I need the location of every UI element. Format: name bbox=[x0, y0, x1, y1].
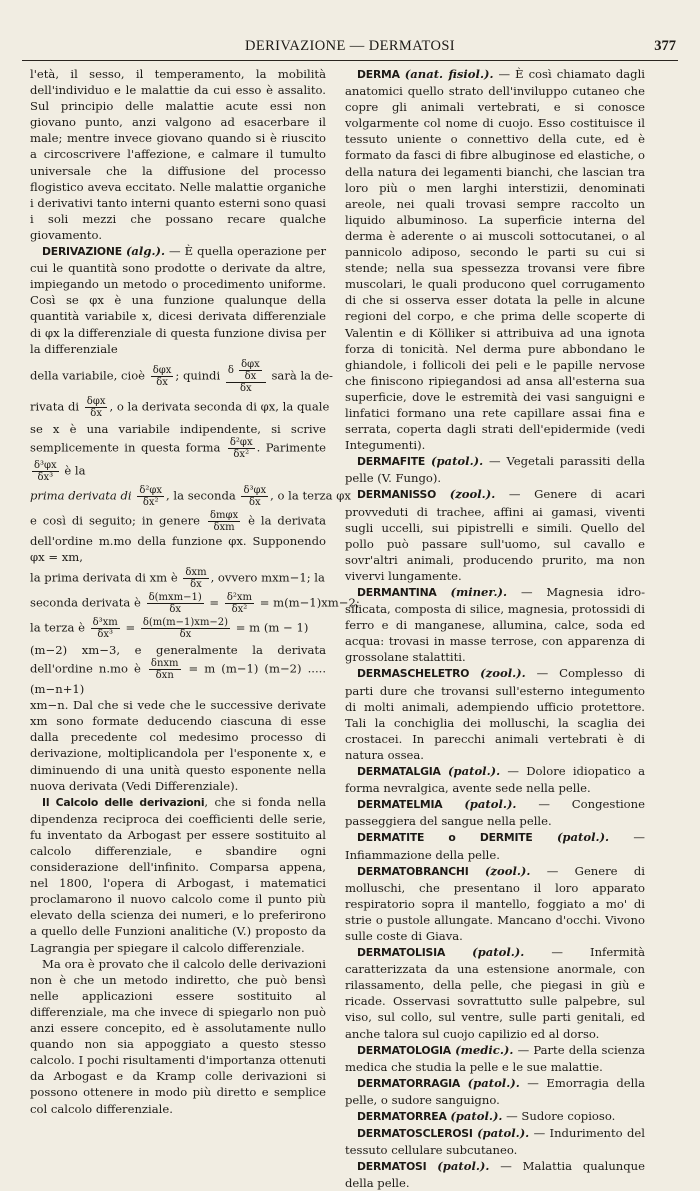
header-rule bbox=[22, 60, 678, 61]
fraction-den: δx³ bbox=[37, 471, 54, 483]
formula-text: (m−2) xm−3, e generalmente la derivata dell'ordine n.mo è bbox=[30, 642, 326, 676]
entry-text: — Infermità caratterizzata da una estensione anormale, con rilassamento, della pelle, che piegasi in giù e ricade. Osservasi sovrattutto sulle palpebre, sul viso, sul collo, sul ventre, sulle parti genitali, ed anche talora sul cuojo capilizio ed al dorso. bbox=[345, 945, 645, 1041]
formula-text: , o la derivata seconda di φx, la quale bbox=[109, 399, 330, 414]
fraction bbox=[85, 396, 108, 419]
fraction bbox=[183, 567, 208, 590]
entry-dermatorrea bbox=[345, 1108, 645, 1125]
entry-abbrev: (patol.). bbox=[556, 830, 610, 845]
left-column bbox=[30, 66, 360, 1117]
formula-text: se x è una variabile indipendente, si scrive semplicemente in questa forma bbox=[30, 421, 326, 455]
fraction-den: δx bbox=[240, 382, 252, 394]
formula-text: rivata di bbox=[30, 399, 80, 414]
entry-headword: DERMATORREA bbox=[357, 1110, 447, 1123]
right-column bbox=[345, 66, 645, 1191]
fraction bbox=[141, 617, 230, 640]
fraction bbox=[147, 592, 204, 615]
fraction-den: δx bbox=[90, 407, 102, 419]
fraction-num: δφx bbox=[152, 364, 172, 376]
fraction bbox=[91, 617, 120, 640]
fraction-den: δx bbox=[156, 376, 168, 388]
fraction bbox=[225, 592, 254, 615]
entry-text: — Indurimento del tessuto cellulare subcutaneo. bbox=[345, 1126, 645, 1158]
formula-line bbox=[30, 642, 326, 697]
fraction bbox=[226, 359, 266, 394]
entry-dermatite bbox=[345, 829, 645, 862]
formula-text: seconda derivata è bbox=[30, 595, 141, 610]
entry-headword: DERMATOBRANCHI bbox=[357, 864, 469, 878]
entry-dermatobranchi bbox=[345, 863, 645, 944]
entry-headword: DERMANTINA bbox=[357, 586, 437, 599]
running-header bbox=[22, 38, 678, 58]
formula-text: è la bbox=[64, 463, 86, 478]
entry-abbrev: (medic.). bbox=[455, 1042, 514, 1057]
entry-text: — Complesso di parti dure che trovansi sull'esterno integumento di molti animali, adempiendo ufficio protettore. Tali la conchiglia dei molluschi, la scaglia dei crostacei. In parecchi animali vertebrati è di natura ossea. bbox=[345, 666, 645, 762]
fraction-den: δx bbox=[169, 603, 181, 615]
formula-text: sarà la de- bbox=[271, 368, 333, 383]
entry-abbrev: (patol.). bbox=[447, 764, 501, 779]
fraction-den: δx² bbox=[231, 603, 248, 615]
entry-text: — Magnesia idro-silicata, composta di silice, magnesia, protossidi di ferro e di manganese, allumina, calce, soda ed acqua: trovasi in masse terrose, con apparenza di grossolane stalattiti. bbox=[345, 585, 646, 665]
entry-headword: DERMANISSO bbox=[357, 488, 437, 502]
formula-text: , o la terza φx bbox=[270, 488, 351, 503]
formula-text: ; quindi bbox=[175, 368, 221, 383]
fraction-den: δx bbox=[190, 578, 202, 590]
entry-dermatosclerosi bbox=[345, 1125, 645, 1158]
paragraph: Ma ora è provato che il calcolo delle derivazioni non è che un metodo indiretto, che può bensì nelle applicazioni essere sostituito al differenziale, ma che invece di spiegarlo non può anzi essere concepito, ed è assolutamente nullo quando non sia appoggiato a questo stesso calcolo. I pochi risultamenti d'importanza ottenuti da Arbogast e da Kramp colle derivazioni si possono ottenere in modo più diretto e semplice col calcolo differenziale. bbox=[30, 956, 326, 1116]
formula-line: seconda derivata è $\frac{\text{δ(mxm−1)}}{\delta x}$ = $\frac{\text{δ²xm}}{\text{δx²}}$ = m(m−1)xm−2; bbox=[30, 591, 360, 615]
entry-headword: DERMAFITE bbox=[357, 455, 426, 469]
formula-line bbox=[30, 395, 330, 419]
fraction bbox=[137, 485, 164, 508]
entry-abbrev: (patol.). bbox=[464, 797, 517, 812]
fraction-den: δx² bbox=[142, 496, 159, 508]
entry-text: — Congestione passeggiera del sangue nella pelle. bbox=[345, 797, 645, 829]
entry-dermatalgia bbox=[345, 763, 645, 796]
entry-derma bbox=[345, 66, 645, 453]
entry-text: — Genere di molluschi, che presentano il loro apparato respiratorio sopra il mantello, foggiato a mo' di strie o pustole allungate. Mancano d'occhi. Vivono sulle coste di Giava. bbox=[345, 863, 646, 943]
entry-abbrev: (patol.). bbox=[472, 945, 525, 960]
formula-line bbox=[30, 421, 326, 483]
fraction-den: δx³ bbox=[97, 628, 114, 640]
fraction-num: δ³φx bbox=[243, 484, 267, 496]
entry-headword: DERMATORRAGIA bbox=[357, 1076, 461, 1090]
entry-headword: DERMA bbox=[357, 68, 400, 81]
formula-line: la terza è $\frac{\text{δ³xm}}{\text{δx³}}$ = $\frac{\delta(m(m-1)xm-2)}{\delta x}$ = m (m − 1) bbox=[30, 616, 309, 640]
paragraph bbox=[30, 794, 326, 956]
entry-headword: DERMATOLOGIA bbox=[357, 1043, 451, 1057]
fraction bbox=[228, 437, 255, 460]
formula-text: , ovvero mxm−1; la bbox=[210, 570, 325, 585]
entry-headword: DERMATOSCLEROSI bbox=[357, 1127, 473, 1141]
fraction bbox=[151, 365, 174, 388]
formula-text: = m (m − 1) bbox=[235, 620, 309, 635]
fraction-num: δmφx bbox=[209, 509, 239, 521]
fraction bbox=[208, 510, 240, 533]
fraction bbox=[239, 359, 262, 382]
running-title: DERIVAZIONE — DERMATOSI bbox=[244, 38, 456, 54]
entry-text: — È così chiamato dagli anatomici quello strato dell'inviluppo cutaneo che copre gli animali vertebrati, e si conosce volgarmente col nome di cuojo. Esso costituisce il tessuto uniente o connettivo della cute, ed è formato da fasci di fibre albuginose ed elastiche, o della natura dei legamenti bianchi, che lascian tra loro più o men larghi interstizii, denominati areole, nei quali trovasi sempre raccolto un liquido albuminoso. La superficie interna del derma è aderente o ai muscoli sottocutanei, o al pannicolo adiposo, secondo le parti su cui si stende; nella sua spessezza trovansi vere fibre muscolari, le quali producono quel corrugamento di che si osserva esser dotata la pelle in alcune regioni del corpo, e che prima delle scoperte di Valentin e di Kölliker si attribuiva ad una ignota forza di tonicità. Nel derma pure abbondano le ghiandole, i follicoli dei peli e le papille nervose che finiscono ripiegandosi ad ansa all'esterna sua superficie, dove le estremità dei vasi sanguigni e linfatici formano una rete capillare assai fina e serrata, coperta dagli strati dell'epidermide (vedi Integumenti). bbox=[345, 67, 645, 453]
entry-text: — Infiammazione della pelle. bbox=[345, 830, 646, 862]
formula-line bbox=[30, 567, 326, 590]
fraction-num: δ²φx bbox=[139, 484, 163, 496]
fraction bbox=[149, 658, 181, 681]
fraction-den: δx bbox=[248, 496, 261, 508]
entry-abbrev: (miner.). bbox=[450, 585, 508, 599]
entry-headword: DERMATOLISIA bbox=[357, 946, 446, 960]
entry-headword: DERMATELMIA bbox=[357, 798, 443, 812]
formula-line bbox=[30, 510, 326, 565]
entry-text: , che si fonda nella dipendenza reciproca dei coefficienti delle serie, fu inventato da Arbogast per essere sostituito al calcolo differenziale, e sbandire ogni considerazione dell'infinito. Comparsa appena, nel 1800, l'opera di Arbogast, i matematici proclamarono il nuovo calcolo come il punto più elevato della scienza dei numeri, e lo preferirono a quello delle Funzioni analitiche (V.) proposto da Lagrangia per spiegare il calcolo differenziale. bbox=[30, 794, 326, 955]
entry-headword: Il Calcolo delle derivazioni bbox=[42, 795, 205, 809]
formula-text: . Parimente bbox=[256, 440, 327, 455]
fraction-num: δnxm bbox=[150, 658, 179, 670]
entry-dermafite bbox=[345, 453, 645, 486]
entry-dermantina bbox=[345, 584, 645, 665]
paragraph: xm−n. Dal che si vede che le successive derivate xm sono formate deducendo ciascuna di esse dalla precedente col medesimo processo di derivazione, moltiplicandola per l'esponente x, e diminuendo di una unità questo esponente nella nuova derivata (Vedi Differenziale). bbox=[30, 698, 326, 793]
formula-text: = m(m−1)xm−2; bbox=[259, 595, 360, 610]
fraction-num: δ(mxm−1) bbox=[148, 591, 202, 603]
page-number: 377 bbox=[654, 38, 676, 54]
fraction-den: δx bbox=[179, 628, 192, 640]
entry-dermatosi bbox=[345, 1158, 645, 1191]
entry-dermatolisia bbox=[345, 944, 645, 1042]
entry-dermatologia bbox=[345, 1042, 645, 1075]
entry-abbrev: (zool.). bbox=[480, 666, 526, 681]
entry-text: — Sudore copioso. bbox=[502, 1109, 616, 1123]
entry-dermanisso bbox=[345, 486, 645, 584]
entry-text: — È quella operazione per cui le quantità sono prodotte o derivate da altre, impiegando un metodo o procedimento uniforme. Così se φx è una funzione qualunque della quantità variabile x, dicesi derivata differenziale di φx la differenziale di questa funzione divisa per la differenziale bbox=[30, 244, 327, 356]
fraction-num: δ²φx bbox=[229, 436, 253, 448]
formula-text: e così di seguito; in genere bbox=[30, 513, 200, 528]
fraction-num: δ(m(m−1)xm−2) bbox=[142, 616, 229, 628]
entry-abbrev: (patol.). bbox=[477, 1126, 530, 1141]
formula-text: , la seconda bbox=[166, 488, 236, 503]
fraction-num: δxm bbox=[185, 566, 207, 578]
entry-headword: DERIVAZIONE bbox=[42, 245, 122, 259]
entry-abbrev: (patol.). bbox=[467, 1075, 520, 1090]
fraction-num: δφx bbox=[241, 358, 260, 370]
formula-text: = m (m−1) (m−2) ..... (m−n+1) bbox=[30, 661, 327, 697]
fraction-num: δ³xm bbox=[92, 616, 118, 628]
entry-dermascheletro bbox=[345, 665, 645, 763]
fraction-den: δxm bbox=[213, 521, 235, 533]
entry-derivazione bbox=[30, 243, 326, 357]
entry-abbrev: (anat. fisiol.). bbox=[404, 67, 494, 81]
fraction-den: δx bbox=[244, 370, 257, 382]
fraction-num-d: δ bbox=[227, 364, 234, 376]
entry-headword: DERMATITE o DERMITE bbox=[357, 831, 533, 845]
entry-headword: DERMATOSI bbox=[357, 1160, 427, 1174]
fraction bbox=[32, 460, 59, 483]
fraction-num: δφx bbox=[86, 395, 106, 407]
fraction-num: δ²xm bbox=[226, 591, 252, 603]
formula-text: prima derivata di bbox=[30, 488, 132, 503]
fraction-den: δxn bbox=[155, 670, 174, 682]
formula-text: la terza è bbox=[30, 620, 85, 635]
entry-text: — Parte della scienza medica che studia la pelle e le sue malattie. bbox=[345, 1042, 646, 1074]
entry-text: — Genere di acari provveduti di trachee, affini ai gamasi, viventi sugli uccelli, sui pipistrelli e simili. Quello del pollo può passare sull'uomo, sul cavallo e sovr'altri animali, producendo prurito, ma non vivervi lungamente. bbox=[345, 487, 646, 583]
entry-abbrev: (patol.). bbox=[430, 454, 484, 469]
entry-abbrev: (zool.). bbox=[449, 487, 496, 502]
entry-abbrev: (patol.). bbox=[437, 1159, 490, 1174]
fraction-den: δx² bbox=[233, 448, 250, 460]
entry-abbrev: (alg.). bbox=[125, 244, 166, 259]
fraction bbox=[241, 485, 268, 508]
entry-abbrev: (patol.). bbox=[450, 1109, 503, 1123]
paragraph: l'età, il sesso, il temperamento, la mobilità dell'individuo e le malattie da cui esso è assalito. Sul principio delle malattie acute essi non giovano punto, anzi valgono ad esacerbare il male; mentre invece giovano quando si è riuscito a circoscrivere l'affezione, e calmare il tumulto universale che la diffusione del processo flogistico aveva eccitato. Nelle malattie organiche i derivativi tanto interni quanto esterni sono quasi i soli mezzi che possano recare qualche giovamento. bbox=[30, 67, 327, 242]
entry-abbrev: (zool.). bbox=[484, 863, 531, 878]
fraction-num: δ³φx bbox=[34, 459, 57, 471]
entry-dermatorragia bbox=[345, 1075, 645, 1108]
formula-text: della variabile, cioè bbox=[30, 368, 146, 383]
entry-text: — Emorragia della pelle, o sudore sanguigno. bbox=[345, 1075, 645, 1107]
entry-text: — Malattia qualunque della pelle. bbox=[345, 1159, 646, 1191]
entry-text: — Dolore idiopatico a forma nevralgica, avente sede nella pelle. bbox=[345, 764, 646, 796]
formula-text: è la derivata dell'ordine m.mo della funzione φx. Supponendo φx = xm, bbox=[30, 513, 327, 564]
entry-headword: DERMASCHELETRO bbox=[357, 667, 470, 681]
formula-text: la prima derivata di xm è bbox=[30, 570, 178, 585]
fraction-num bbox=[226, 359, 266, 383]
entry-headword: DERMATALGIA bbox=[357, 765, 441, 779]
entry-text: — Vegetali parassiti della pelle (V. Fungo). bbox=[345, 454, 645, 486]
formula-line bbox=[30, 358, 333, 394]
entry-dermatelmia bbox=[345, 796, 645, 829]
formula-line bbox=[30, 484, 351, 508]
